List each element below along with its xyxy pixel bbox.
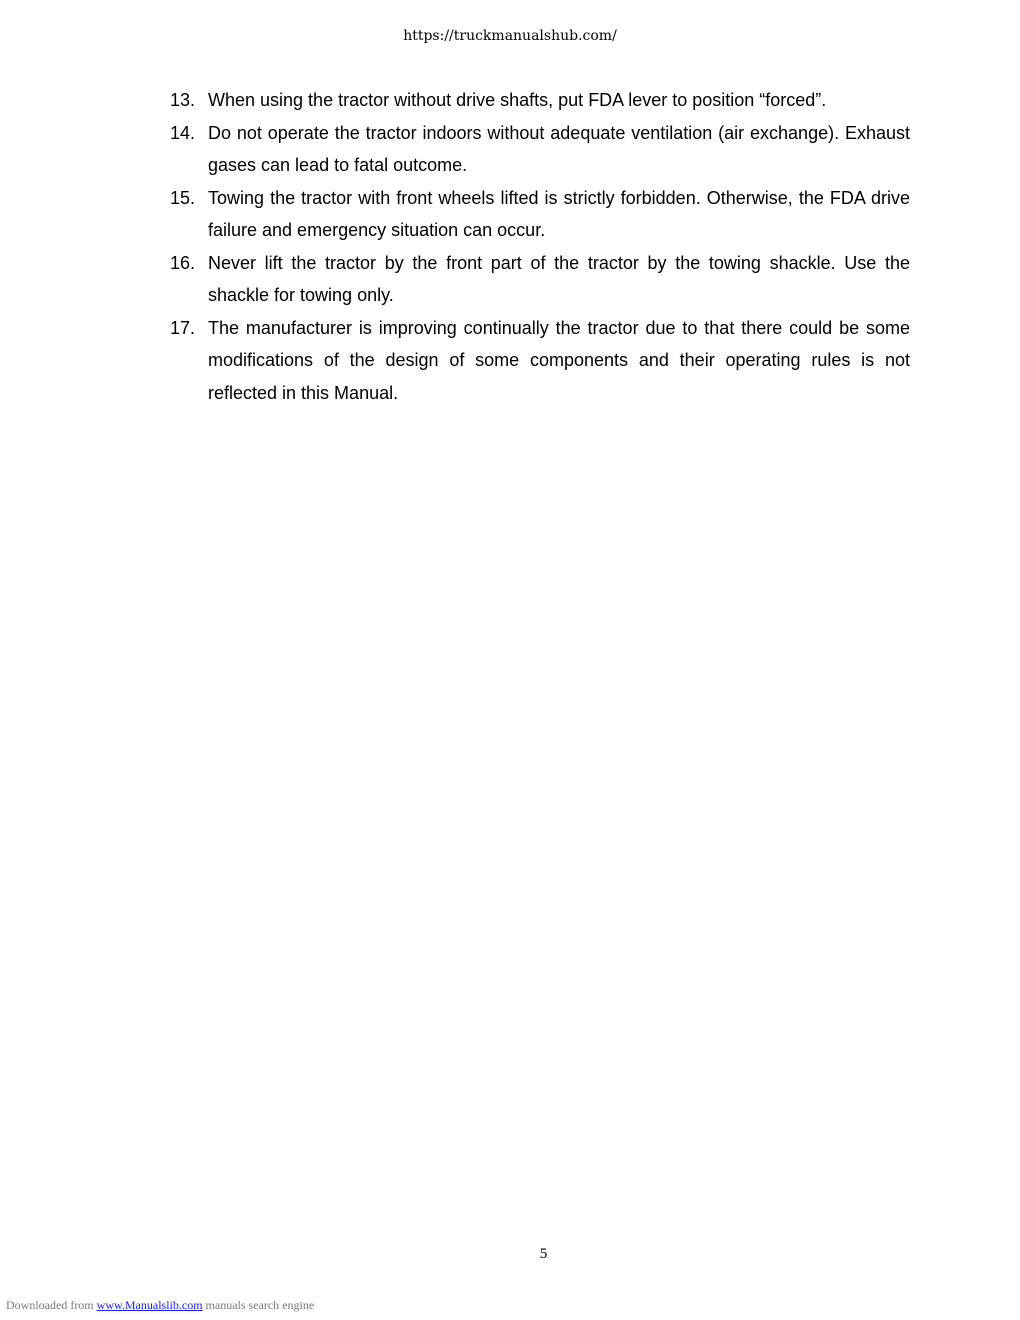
item-text: Do not operate the tractor indoors without adequate ventilation (air exchange). Exhaust gases can lead to fatal outcome. xyxy=(208,122,910,175)
list-item xyxy=(170,312,910,410)
item-number: 15. xyxy=(170,187,196,208)
item-number: 17. xyxy=(170,317,196,338)
footer-prefix: Downloaded from xyxy=(6,1298,94,1312)
item-text: Towing the tractor with front wheels lifted is strictly forbidden. Otherwise, the FDA drive failure and emergency situation can occur. xyxy=(208,187,910,240)
header-url: https://truckmanualshub.com/ xyxy=(403,28,617,44)
item-text: The manufacturer is improving continually the tractor due to that there could be some modifications of the design of some components and their operating rules is not reflected in this Manual. xyxy=(208,317,910,403)
footer-suffix: manuals search engine xyxy=(205,1298,315,1312)
page-number: 5 xyxy=(539,1246,548,1262)
item-number: 16. xyxy=(170,252,196,273)
item-text: Never lift the tractor by the front part of the tractor by the towing shackle. Use the shackle for towing only. xyxy=(208,252,910,305)
manualslib-link[interactable]: www.Manualslib.com xyxy=(96,1298,203,1312)
item-text: When using the tractor without drive shafts, put FDA lever to position “forced”. xyxy=(208,90,827,110)
item-number: 13. xyxy=(170,90,196,110)
list-item xyxy=(170,247,910,312)
list-item xyxy=(170,117,910,182)
list-item xyxy=(170,182,910,247)
footer xyxy=(6,1298,314,1313)
list-item xyxy=(170,84,910,117)
item-number: 14. xyxy=(170,122,196,143)
safety-list xyxy=(170,84,910,409)
